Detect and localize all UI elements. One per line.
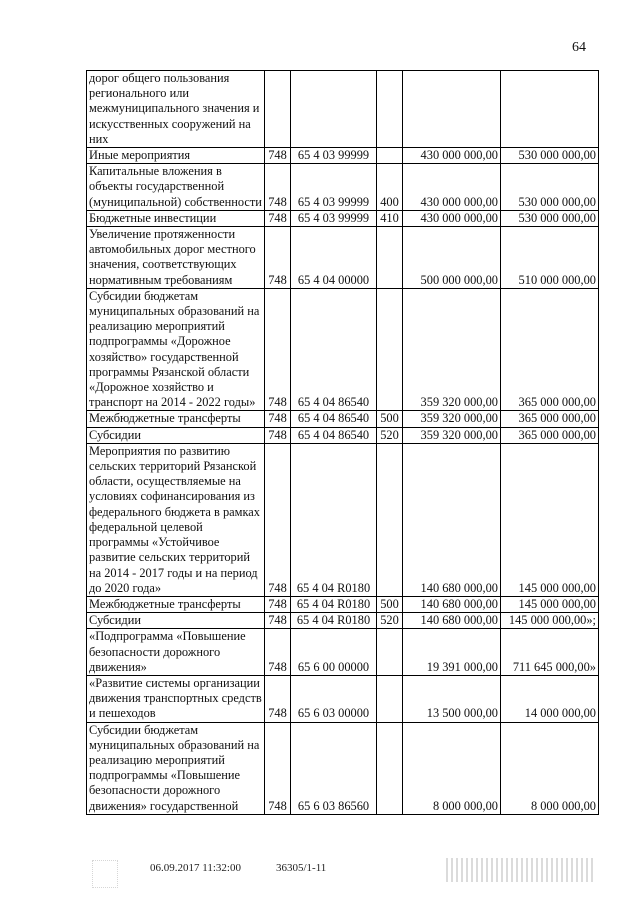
table-row [87, 613, 599, 629]
expense-type [377, 675, 403, 722]
row-name: «Подпрограмма «Повышение безопасности дорожного движения» [87, 629, 265, 676]
amount-year-2: 145 000 000,00 [501, 596, 599, 612]
row-name: Субсидии бюджетам муниципальных образований на реализацию мероприятий подпрограммы «Дорожное хозяйство» государственной программы Рязанской области «Дорожное хозяйство и транспорт на 2014 - 2022 годы» [87, 288, 265, 411]
budget-table [86, 70, 599, 815]
amount-year-2: 711 645 000,00» [501, 629, 599, 676]
target-article: 65 4 03 99999 [291, 148, 377, 164]
ved-code: 748 [265, 288, 291, 411]
table-row [87, 164, 599, 211]
row-name: Субсидии [87, 613, 265, 629]
amount-year-1: 140 680 000,00 [403, 613, 501, 629]
table-row [87, 411, 599, 427]
ved-code: 748 [265, 164, 291, 211]
row-name: Межбюджетные трансферты [87, 411, 265, 427]
amount-year-2: 510 000 000,00 [501, 227, 599, 289]
amount-year-2: 8 000 000,00 [501, 722, 599, 814]
ved-code: 748 [265, 613, 291, 629]
ved-code: 748 [265, 227, 291, 289]
table-row [87, 427, 599, 443]
target-article: 65 6 03 00000 [291, 675, 377, 722]
table-row [87, 722, 599, 814]
amount-year-1: 359 320 000,00 [403, 427, 501, 443]
row-name: Бюджетные инвестиции [87, 210, 265, 226]
row-name: Увеличение протяженности автомобильных дорог местного значения, соответствующих нормативным требованиям [87, 227, 265, 289]
amount-year-1: 140 680 000,00 [403, 596, 501, 612]
row-name: «Развитие системы организации движения транспортных средств и пешеходов [87, 675, 265, 722]
page-number: 64 [572, 40, 586, 55]
expense-type: 410 [377, 210, 403, 226]
expense-type [377, 288, 403, 411]
expense-type: 520 [377, 427, 403, 443]
expense-type [377, 443, 403, 596]
ved-code: 748 [265, 675, 291, 722]
target-article: 65 4 04 00000 [291, 227, 377, 289]
table-row [87, 148, 599, 164]
target-article: 65 4 04 86540 [291, 427, 377, 443]
amount-year-2: 530 000 000,00 [501, 210, 599, 226]
target-article [291, 71, 377, 148]
ved-code: 748 [265, 411, 291, 427]
amount-year-1: 359 320 000,00 [403, 288, 501, 411]
amount-year-2: 145 000 000,00»; [501, 613, 599, 629]
amount-year-1: 140 680 000,00 [403, 443, 501, 596]
stamp-mark [92, 860, 118, 888]
row-name: Капитальные вложения в объекты государственной (муниципальной) собственности [87, 164, 265, 211]
ved-code: 748 [265, 629, 291, 676]
expense-type [377, 629, 403, 676]
ved-code: 748 [265, 210, 291, 226]
table-row [87, 71, 599, 148]
ved-code: 748 [265, 722, 291, 814]
target-article: 65 4 04 86540 [291, 288, 377, 411]
expense-type: 520 [377, 613, 403, 629]
row-name: дорог общего пользования регионального или межмуниципального значения и искусственных сооружений на них [87, 71, 265, 148]
amount-year-1: 430 000 000,00 [403, 148, 501, 164]
table-row [87, 629, 599, 676]
expense-type: 500 [377, 411, 403, 427]
target-article: 65 4 04 R0180 [291, 443, 377, 596]
expense-type [377, 227, 403, 289]
amount-year-2: 365 000 000,00 [501, 427, 599, 443]
ved-code: 748 [265, 596, 291, 612]
table-row [87, 675, 599, 722]
table-row [87, 443, 599, 596]
amount-year-2 [501, 71, 599, 148]
faded-stamp [446, 858, 596, 882]
row-name: Мероприятия по развитию сельских территорий Рязанской области, осуществляемые на условиях софинансирования из федерального бюджета в рамках федеральной целевой программы «Устойчивое развитие сельских территорий на 2014 - 2017 годы и на период до 2020 года» [87, 443, 265, 596]
target-article: 65 4 04 R0180 [291, 613, 377, 629]
target-article: 65 4 03 99999 [291, 164, 377, 211]
amount-year-1 [403, 71, 501, 148]
target-article: 65 4 04 86540 [291, 411, 377, 427]
table-row [87, 288, 599, 411]
amount-year-1: 500 000 000,00 [403, 227, 501, 289]
table-row [87, 227, 599, 289]
amount-year-2: 365 000 000,00 [501, 288, 599, 411]
ved-code: 748 [265, 148, 291, 164]
row-name: Субсидии бюджетам муниципальных образований на реализацию мероприятий подпрограммы «Повышение безопасности дорожного движения» государственной [87, 722, 265, 814]
amount-year-1: 430 000 000,00 [403, 164, 501, 211]
amount-year-1: 19 391 000,00 [403, 629, 501, 676]
table-row [87, 596, 599, 612]
amount-year-1: 430 000 000,00 [403, 210, 501, 226]
amount-year-2: 530 000 000,00 [501, 148, 599, 164]
ved-code: 748 [265, 443, 291, 596]
expense-type: 500 [377, 596, 403, 612]
table-row [87, 210, 599, 226]
amount-year-2: 145 000 000,00 [501, 443, 599, 596]
ved-code: 748 [265, 427, 291, 443]
amount-year-1: 359 320 000,00 [403, 411, 501, 427]
footer-date: 06.09.2017 11:32:00 [150, 862, 241, 874]
ved-code [265, 71, 291, 148]
target-article: 65 4 03 99999 [291, 210, 377, 226]
footer-doc-number: 36305/1-11 [276, 862, 327, 874]
expense-type [377, 71, 403, 148]
amount-year-2: 530 000 000,00 [501, 164, 599, 211]
amount-year-1: 8 000 000,00 [403, 722, 501, 814]
target-article: 65 4 04 R0180 [291, 596, 377, 612]
row-name: Субсидии [87, 427, 265, 443]
row-name: Иные мероприятия [87, 148, 265, 164]
expense-type [377, 148, 403, 164]
expense-type [377, 722, 403, 814]
target-article: 65 6 00 00000 [291, 629, 377, 676]
amount-year-2: 365 000 000,00 [501, 411, 599, 427]
amount-year-1: 13 500 000,00 [403, 675, 501, 722]
expense-type: 400 [377, 164, 403, 211]
amount-year-2: 14 000 000,00 [501, 675, 599, 722]
target-article: 65 6 03 86560 [291, 722, 377, 814]
row-name: Межбюджетные трансферты [87, 596, 265, 612]
